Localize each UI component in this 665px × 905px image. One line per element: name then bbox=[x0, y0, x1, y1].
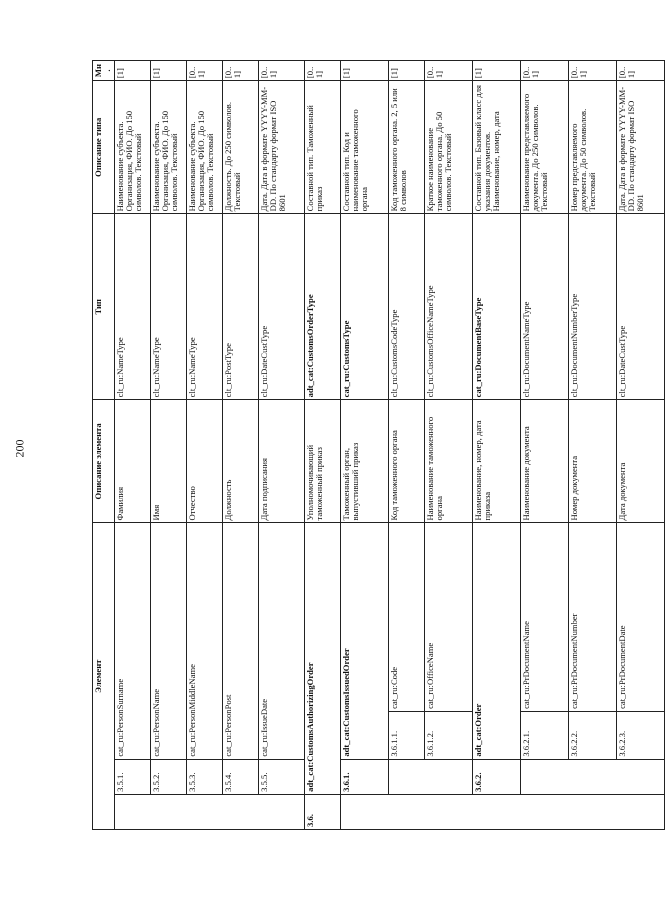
row-description: Должность bbox=[222, 400, 258, 523]
row-multiplicity: [0..1] bbox=[186, 61, 222, 81]
row-number: 3.6.2.2. bbox=[568, 711, 616, 759]
row-element-name: adt_cat:Order bbox=[472, 523, 520, 759]
indent-cell bbox=[520, 759, 568, 794]
row-multiplicity: [0..1] bbox=[424, 61, 472, 81]
indent-cell bbox=[424, 794, 472, 829]
row-element-name: cat_ru:PrDocumentNumber bbox=[568, 523, 616, 711]
header-type: Тип bbox=[93, 214, 115, 400]
indent-cell bbox=[568, 759, 616, 794]
row-multiplicity: [0..1] bbox=[258, 61, 304, 81]
row-type: cat_ru:DocumentBaseType bbox=[472, 214, 520, 400]
row-type-description: Наименование субъекта. Организация, ФИО. До 150 символов. Текстовый bbox=[186, 81, 222, 214]
row-element-name: adt_cat:CustomsAuthorizingOrder bbox=[304, 523, 340, 794]
header-type-description: Описание типа bbox=[93, 81, 115, 214]
row-description: Дата документа bbox=[616, 400, 664, 523]
indent-cell bbox=[388, 794, 424, 829]
row-number: 3.6.1.1. bbox=[388, 711, 424, 759]
page-number: 200 bbox=[12, 439, 27, 458]
row-type: clt_ru:PostType bbox=[222, 214, 258, 400]
indent-cell bbox=[520, 794, 568, 829]
row-element-name: cat_ru:PersonName bbox=[150, 523, 186, 759]
row-multiplicity: [0..1] bbox=[520, 61, 568, 81]
row-number: 3.6. bbox=[304, 794, 340, 829]
row-description: Наименование документа bbox=[520, 400, 568, 523]
row-type: clt_ru:DocumentNumberType bbox=[568, 214, 616, 400]
row-description: Имя bbox=[150, 400, 186, 523]
row-type-description: Дата. Дата в формате YYYY-MM-DD. По стандарту формат ISO 8601 bbox=[258, 81, 304, 214]
row-type-description: Номер представляемого документа. До 50 символов. Текстовый bbox=[568, 81, 616, 214]
row-multiplicity: [1] bbox=[388, 61, 424, 81]
row-element-name: adt_cat:CustomsIssuedOrder bbox=[340, 523, 388, 759]
row-number: 3.6.2.3. bbox=[616, 711, 664, 759]
row-type: clt_ru:CustomsCodeType bbox=[388, 214, 424, 400]
indent-cell bbox=[388, 759, 424, 794]
row-number: 3.5.1. bbox=[114, 759, 150, 794]
row-type-description: Составной тип. Таможенный приказ bbox=[304, 81, 340, 214]
table-row bbox=[424, 61, 472, 830]
indent-cell bbox=[568, 794, 616, 829]
row-multiplicity: [0..1] bbox=[222, 61, 258, 81]
table-row bbox=[114, 61, 150, 830]
table-row bbox=[340, 61, 388, 830]
row-multiplicity: [1] bbox=[340, 61, 388, 81]
row-type: clt_ru:NameType bbox=[186, 214, 222, 400]
table-row bbox=[186, 61, 222, 830]
row-description: Наименование таможенного органа bbox=[424, 400, 472, 523]
row-type-description: Наименование субъекта. Организация, ФИО. До 150 символов. Текстовый bbox=[150, 81, 186, 214]
indent-cell bbox=[150, 794, 186, 829]
row-element-name: cat_ru:OfficeName bbox=[424, 523, 472, 711]
indent-cell bbox=[114, 794, 150, 829]
rotated-table-area bbox=[92, 60, 646, 830]
row-number: 3.5.3. bbox=[186, 759, 222, 794]
table-row bbox=[304, 61, 340, 830]
indent-cell bbox=[186, 794, 222, 829]
row-number: 3.6.1. bbox=[340, 759, 388, 794]
header-multiplicity: Мн. bbox=[93, 61, 115, 81]
row-element-name: cat_ru:IssueDate bbox=[258, 523, 304, 759]
row-type-description: Должность. До 250 символов. Текстовый bbox=[222, 81, 258, 214]
row-number: 3.6.1.2. bbox=[424, 711, 472, 759]
row-element-name: cat_ru:PrDocumentName bbox=[520, 523, 568, 711]
row-type-description: Составной тип. Базовый класс для указания документов. Наименование, номер, дата bbox=[472, 81, 520, 214]
row-type: cat_ru:CustomsType bbox=[340, 214, 388, 400]
indent-cell bbox=[424, 759, 472, 794]
row-number: 3.6.2.1. bbox=[520, 711, 568, 759]
header-element: Элемент bbox=[93, 523, 115, 830]
row-element-name: cat_ru:PersonPost bbox=[222, 523, 258, 759]
row-description: Уполномочивающий таможенный приказ bbox=[304, 400, 340, 523]
row-description: Наименование, номер, дата приказа bbox=[472, 400, 520, 523]
indent-cell bbox=[616, 794, 664, 829]
row-description: Номер документа bbox=[568, 400, 616, 523]
row-type: adt_cat:CustomsOrderType bbox=[304, 214, 340, 400]
indent-cell bbox=[222, 794, 258, 829]
row-element-name: cat_ru:PersonMiddleName bbox=[186, 523, 222, 759]
row-description: Дата подписания bbox=[258, 400, 304, 523]
table-row bbox=[616, 61, 664, 830]
header-description: Описание элемента bbox=[93, 400, 115, 523]
row-multiplicity: [1] bbox=[472, 61, 520, 81]
indent-cell bbox=[340, 794, 388, 829]
table-row bbox=[222, 61, 258, 830]
schema-table bbox=[92, 60, 665, 830]
row-multiplicity: [1] bbox=[114, 61, 150, 81]
row-multiplicity: [0..1] bbox=[616, 61, 664, 81]
row-type-description: Наименование субъекта. Организация, ФИО. До 150 символов. Текстовый bbox=[114, 81, 150, 214]
table-row bbox=[388, 61, 424, 830]
row-element-name: cat_ru:Code bbox=[388, 523, 424, 711]
indent-cell bbox=[472, 794, 520, 829]
row-type-description: Дата. Дата в формате YYYY-MM-DD. По стандарту формат ISO 8601 bbox=[616, 81, 664, 214]
table-row bbox=[568, 61, 616, 830]
row-number: 3.6.2. bbox=[472, 759, 520, 794]
row-description: Таможенный орган, выпустивший приказ bbox=[340, 400, 388, 523]
row-multiplicity: [0..1] bbox=[304, 61, 340, 81]
row-type: clt_ru:DateCustType bbox=[258, 214, 304, 400]
row-multiplicity: [1] bbox=[150, 61, 186, 81]
row-multiplicity: [0..1] bbox=[568, 61, 616, 81]
row-type: clt_ru:NameType bbox=[150, 214, 186, 400]
table-row bbox=[258, 61, 304, 830]
row-type-description: Код таможенного органа. 2, 5 или 8 символов bbox=[388, 81, 424, 214]
indent-cell bbox=[258, 794, 304, 829]
row-type: clt_ru:NameType bbox=[114, 214, 150, 400]
row-description: Фамилия bbox=[114, 400, 150, 523]
row-type-description: Составной тип. Код и наименование таможенного органа bbox=[340, 81, 388, 214]
row-number: 3.5.5. bbox=[258, 759, 304, 794]
row-type-description: Краткое наименование таможенного органа. До 50 символов. Текстовый bbox=[424, 81, 472, 214]
indent-cell bbox=[616, 759, 664, 794]
row-element-name: cat_ru:PersonSurname bbox=[114, 523, 150, 759]
rotated-page bbox=[92, 60, 646, 830]
table-row bbox=[520, 61, 568, 830]
row-description: Код таможенного органа bbox=[388, 400, 424, 523]
row-number: 3.5.4. bbox=[222, 759, 258, 794]
row-type: clt_ru:DocumentNameType bbox=[520, 214, 568, 400]
row-number: 3.5.2. bbox=[150, 759, 186, 794]
row-type-description: Наименование представляемого документа. До 250 символов. Текстовый bbox=[520, 81, 568, 214]
table-row bbox=[472, 61, 520, 830]
row-type: clt_ru:DateCustType bbox=[616, 214, 664, 400]
header-row bbox=[93, 61, 115, 830]
table-row bbox=[150, 61, 186, 830]
row-type: clt_ru:CustomsOfficeNameType bbox=[424, 214, 472, 400]
row-description: Отчество bbox=[186, 400, 222, 523]
row-element-name: cat_ru:PrDocumentDate bbox=[616, 523, 664, 711]
